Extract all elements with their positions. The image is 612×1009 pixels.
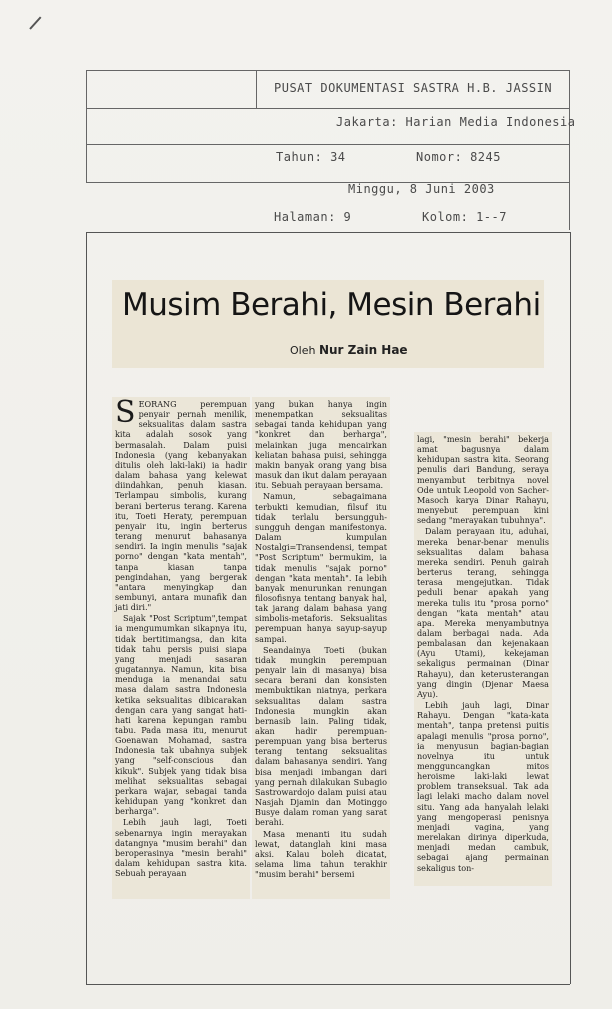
paragraph: Namun, sebagaimana terbukti kemudian, filsuf itu tidak terlalu bersungguh-sungguh dengan manifestonya. Dalam kumpulan Nostalgi=Transendensi, tempat "Post Scriptum" bermukim, ia tidak menulis "sajak porno" dengan "kata mentah". Ia lebih banyak menurunkan renungan filosofisnya tentang banyak hal, tak jarang dalam bahasa yang simbolis-metaforis. Seksualitas perempuan hanya sayup-sayup sampai. bbox=[255, 491, 387, 644]
byline bbox=[290, 343, 408, 357]
paragraph: Lebih jauh lagi, Dinar Rahayu. Dengan "kata-kata mentah", tanpa pretensi puitis apalagi menulis "prosa porno", ia menyusun bagian-bagian novelnya itu untuk mengguncangkan mitos heroisme laki-laki lewat problem transeksual. Tak ada lagi lelaki macho dalam novel situ. Yang ada hanyalah lelaki yang mengoperasi penisnya menjadi vagina, yang merelakan dirinya diperkuda, menjadi medan cambuk, sebagai ajang permainan sekaligus ton- bbox=[417, 700, 549, 873]
paragraph: Seandainya Toeti (bukan tidak mungkin perempuan penyair lain di masanya) bisa secara berani dan konsisten membuktikan niatnya, perkara seksualitas dalam sastra Indonesia mungkin akan bernasib lain. Paling tidak, akan hadir perempuan-perempuan yang bisa berterus terang tentang seksualitas dalam bahasanya sendiri. Yang bisa menjadi imbangan dari yang pernah dilakukan Subagio Sastrowardojo dalam puisi atau Nasjah Djamin dan Motinggo Busye dalam roman yang sarat berahi. bbox=[255, 644, 387, 828]
stamp-source: Jakarta: Harian Media Indonesia bbox=[336, 115, 576, 129]
stamp-number: Nomor: 8245 bbox=[416, 150, 501, 164]
stamp-year: Tahun: 34 bbox=[276, 150, 346, 164]
frame-bottom bbox=[86, 984, 570, 985]
frame-left bbox=[86, 232, 87, 984]
paragraph: Lebih jauh lagi, Toeti sebenarnya ingin merayakan datangnya "musim berahi" dan beroperasinya "mesin berahi" dalam kehidupan sastra kita. Sebuah perayaan bbox=[115, 817, 247, 879]
archive-stamp bbox=[86, 70, 576, 230]
paragraph: Masa menanti itu sudah lewat, datanglah kini masa aksi. Kalau boleh dicatat, selama lima tahun terakhir "musim berahi" bersemi bbox=[255, 828, 387, 880]
paragraph: lagi, "mesin berahi" bekerja amat bagusnya dalam kehidupan sastra kita. Seorang penulis dari Bandung, seraya menyambut terbitnya novel Ode untuk Leopold von Sacher-Masoch karya Dinar Rahayu, menyebut perempuan kini sedang "merayakan tubuhnya". bbox=[417, 434, 549, 526]
frame-top bbox=[86, 232, 570, 233]
paragraph: Sajak "Post Scriptum",tempat ia mengumumkan sikapnya itu, tidak bertitimangsa, dan kita tidak tahu persis puisi siapa yang menjadi sasaran gugatannya. Namun, kita bisa menduga ia menandai satu masa dalam sastra Indonesia ketika seksualitas dibicarakan dengan cara yang sangat hati-hati karena kepungan rambu tabu. Pada masa itu, menurut Goenawan Mohamad, sastra Indonesia tak ubahnya subjek yang "self-conscious dan kikuk". Subjek yang tidak bisa melihat seksualitas sebagai perkara wajar, sebagai tanda kehidupan yang "konkret dan berharga". bbox=[115, 613, 247, 817]
paragraph: yang bukan hanya ingin menempatkan seksualitas sebagai tanda kehidupan yang "konkret dan berharga", melainkan juga mencairkan keliatan bahasa puisi, sehingga makin banyak orang yang bisa masuk dan ikut dalam perayaan itu. Sebuah perayaan bersama. bbox=[255, 399, 387, 491]
article-column-2 bbox=[252, 397, 390, 899]
frame-right bbox=[570, 232, 571, 984]
drop-cap: S bbox=[115, 395, 136, 430]
article-title: Musim Berahi, Mesin Berahi bbox=[122, 287, 541, 323]
stamp-column: Kolom: 1--7 bbox=[422, 210, 507, 224]
stamp-archive-name: PUSAT DOKUMENTASI SASTRA H.B. JASSIN bbox=[274, 81, 553, 95]
article-column-1 bbox=[112, 397, 250, 899]
pen-mark bbox=[29, 16, 41, 29]
author-name: Nur Zain Hae bbox=[318, 343, 408, 357]
stamp-date: Minggu, 8 Juni 2003 bbox=[348, 182, 495, 196]
paragraph: Dalam perayaan itu, aduhai, mereka benar-benar menulis seksualitas dalam bahasa mereka sendiri. Penuh gairah berterus terang, sehingga terasa mengejutkan. Tidak peduli benar apakah yang mereka tulis itu "prosa porno" dengan "kata mentah" atau apa. Mereka menyambutnya dalam berbagai nada. Ada pembalasan dan kejenakaan (Ayu Utami), kekejaman sekaligus permainan (Dinar Rahayu), dan keterusterangan yang dingin (Djenar Maesa Ayu). bbox=[417, 526, 549, 699]
stamp-page: Halaman: 9 bbox=[274, 210, 352, 224]
paragraph: SEORANG perempuan penyair pernah menilik, seksualitas dalam sastra kita adalah sosok yang bermasalah. Dalam puisi Indonesia (yang kebanyakan ditulis oleh laki-laki) ia hadir dalam bahasa yang kelewat diindahkan, penuh kiasan. Terlampau simbolis, kurang berani berterus terang. Karena itu, Toeti Heraty, perempuan penyair itu, ingin berterus terang menurut bahasanya sendiri. Ia ingin menulis "sajak porno" dengan "kata mentah", tanpa kiasan tanpa pengindahan, yang bergerak "antara menyingkap dan sembunyi, antara munafik dan jati diri." bbox=[115, 395, 247, 613]
byline-prefix: Oleh bbox=[290, 344, 316, 357]
article-column-3 bbox=[414, 432, 552, 886]
